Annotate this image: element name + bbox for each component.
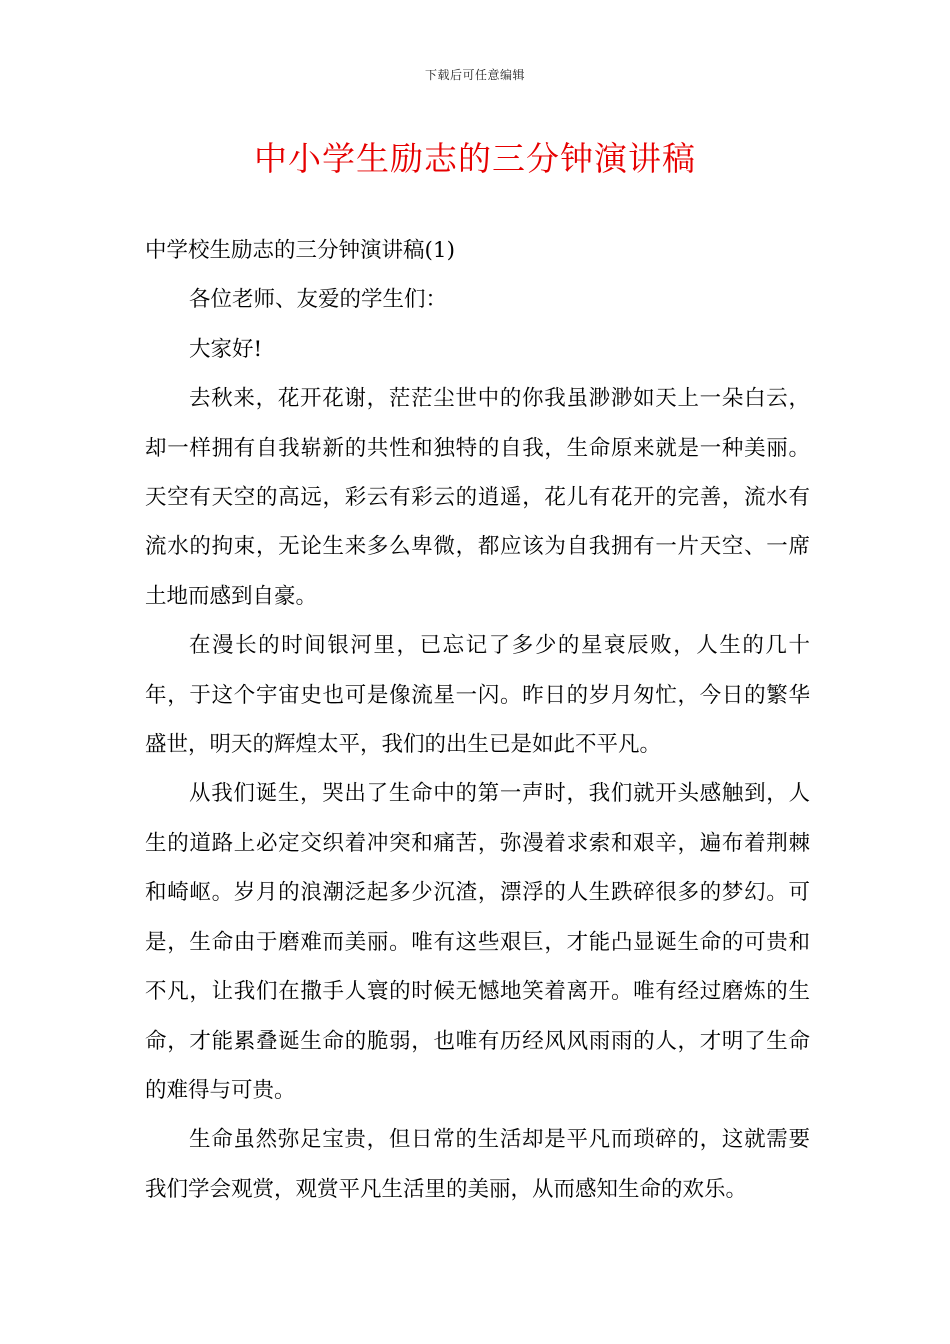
greeting-paragraph: 各位老师、友爱的学生们： [189,287,448,313]
body-paragraph: 生命虽然弥足宝贵，但日常的生活却是平凡而琐碎的，这就需要我们学会观赏，观赏平凡生活里的美丽，从而感知生命的欢乐。 [145,1127,810,1202]
document-body [145,226,810,1214]
body-paragraph: 去秋来，花开花谢，茫茫尘世中的你我虽渺渺如天上一朵白云，却一样拥有自我崭新的共性和独特的自我，生命原来就是一种美丽。天空有天空的高远，彩云有彩云的逍遥，花儿有花开的完善，流水有流水的拘束，无论生来多么卑微，都应该为自我拥有一片天空、一席土地而感到自豪。 [145,386,810,609]
salutation-paragraph: 大家好! [189,336,263,362]
document-title: 中小学生励志的三分钟演讲稿 [254,139,696,178]
header-note: 下载后可任意编辑 [424,68,525,82]
subtitle-paragraph: 中学校生励志的三分钟演讲稿(1) [145,238,455,263]
body-paragraph: 在漫长的时间银河里，已忘记了多少的星衰辰败，人生的几十年，于这个宇宙史也可是像流星一闪。昨日的岁月匆忙，今日的繁华盛世，明天的辉煌太平，我们的出生已是如此不平凡。 [145,633,810,758]
body-paragraph: 从我们诞生，哭出了生命中的第一声时，我们就开头感触到，人生的道路上必定交织着冲突和痛苦，弥漫着求索和艰辛，遍布着荆棘和崎岖。岁月的浪潮泛起多少沉渣，漂浮的人生跌碎很多的梦幻。可是，生命由于磨难而美丽。唯有这些艰巨，才能凸显诞生命的可贵和不凡，让我们在撒手人寰的时候无憾地笑着离开。唯有经过磨炼的生命，才能累叠诞生命的脆弱，也唯有历经风风雨雨的人，才明了生命的难得与可贵。 [145,781,810,1103]
